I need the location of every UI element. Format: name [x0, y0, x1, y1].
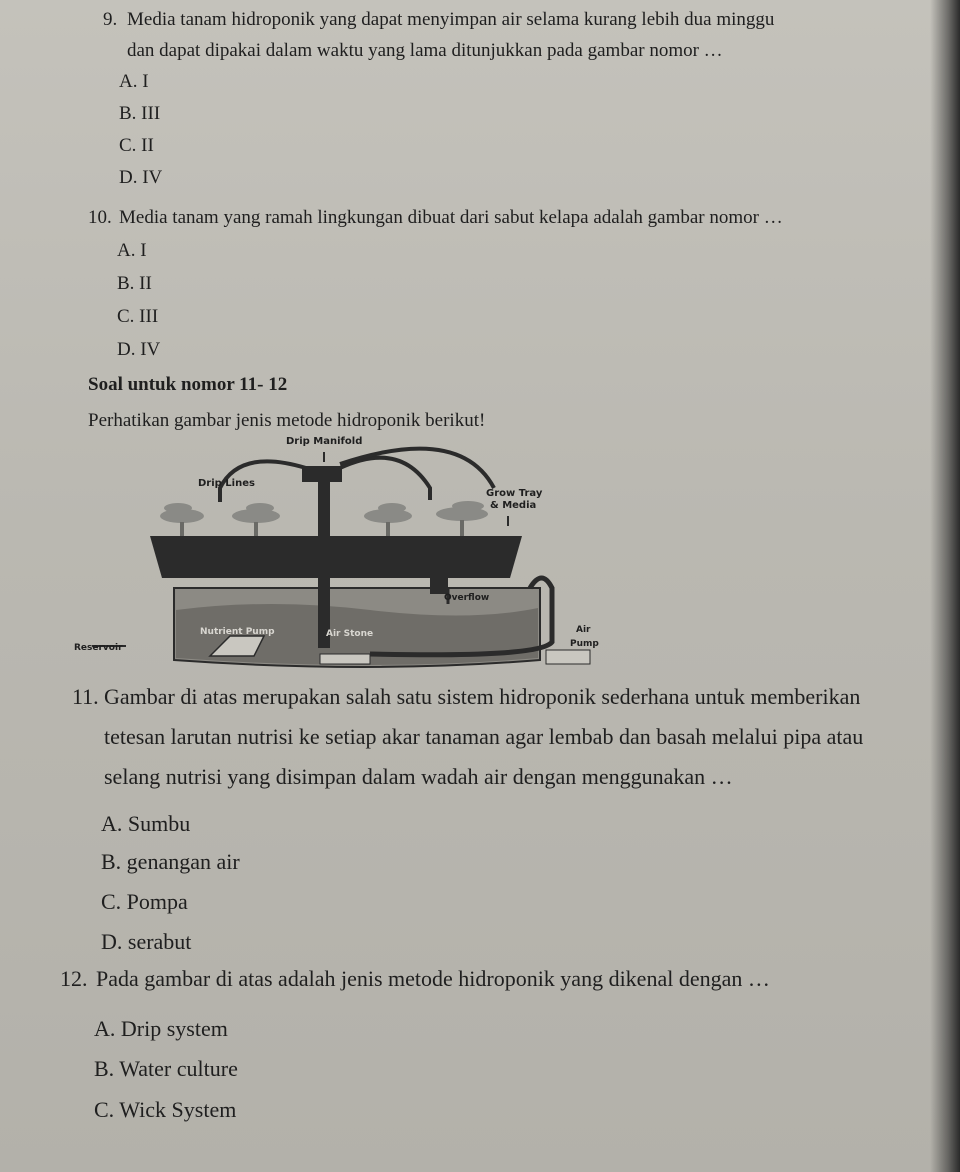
q10-option-a: A. I — [117, 240, 147, 261]
air-pump — [546, 650, 590, 664]
q9-number: 9. — [103, 9, 118, 30]
label-air-pump-2: Pump — [570, 639, 599, 649]
page-shadow-edge — [930, 0, 960, 1172]
q11-text-line2: tetesan larutan nutrisi ke setiap akar tanaman agar lembab dan basah melalui pipa atau — [104, 724, 864, 749]
q9-text-line1: Media tanam hidroponik yang dapat menyimpan air selama kurang lebih dua minggu — [127, 9, 775, 30]
q9-option-d: D. IV — [119, 167, 163, 188]
q10-text: Media tanam yang ramah lingkungan dibuat dari sabut kelapa adalah gambar nomor … — [119, 207, 783, 228]
label-grow-tray: Grow Tray — [486, 488, 543, 499]
label-air-pump-1: Air — [576, 625, 591, 635]
plant-2 — [232, 503, 280, 536]
q10-option-c: C. III — [117, 306, 159, 327]
q11-option-b: B. genangan air — [101, 849, 240, 874]
main-supply-pipe — [318, 478, 330, 648]
q11-option-a: A. Sumbu — [101, 811, 191, 836]
air-stone — [320, 654, 370, 664]
drip-line-right — [340, 449, 494, 488]
label-overflow: Overflow — [444, 593, 490, 603]
q11-option-c: C. Pompa — [101, 889, 188, 914]
plant-1 — [160, 503, 204, 536]
q10-number: 10. — [88, 207, 112, 228]
grow-tray — [150, 536, 522, 578]
q9-option-b: B. III — [119, 103, 161, 124]
label-drip-manifold: Drip Manifold — [286, 436, 363, 447]
q11-text-line1: Gambar di atas merupakan salah satu sistem hidroponik sederhana untuk memberikan — [104, 684, 861, 709]
q10-option-b: B. II — [117, 273, 152, 294]
label-air-stone: Air Stone — [326, 629, 374, 639]
q11-number: 11. — [72, 684, 99, 709]
q12-option-c: C. Wick System — [94, 1097, 237, 1122]
label-drip-lines: Drip Lines — [198, 478, 255, 489]
section-instruction: Perhatikan gambar jenis metode hidroponik berikut! — [88, 410, 486, 431]
tray-stand — [430, 576, 448, 594]
drip-line-mid — [340, 458, 430, 500]
q10-option-d: D. IV — [117, 339, 161, 360]
q12-text: Pada gambar di atas adalah jenis metode hidroponik yang dikenal dengan … — [96, 966, 770, 991]
section-heading: Soal untuk nomor 11- 12 — [88, 374, 288, 395]
plant-4 — [436, 501, 488, 536]
label-reservoir: Reservoir — [74, 643, 123, 653]
q12-option-b: B. Water culture — [94, 1056, 238, 1081]
q9-option-a: A. I — [119, 71, 149, 92]
plant-3 — [364, 503, 412, 536]
q12-option-a: A. Drip system — [94, 1016, 228, 1041]
label-nutrient-pump: Nutrient Pump — [200, 627, 275, 637]
q12-number: 12. — [60, 966, 88, 991]
q9-option-c: C. II — [119, 135, 154, 156]
drip-system-diagram — [70, 428, 630, 680]
drip-manifold — [302, 466, 342, 482]
q11-option-d: D. serabut — [101, 929, 192, 954]
label-media: & Media — [490, 500, 537, 511]
q9-text-line2: dan dapat dipakai dalam waktu yang lama ditunjukkan pada gambar nomor … — [127, 40, 723, 61]
q11-text-line3: selang nutrisi yang disimpan dalam wadah air dengan menggunakan … — [104, 764, 733, 789]
